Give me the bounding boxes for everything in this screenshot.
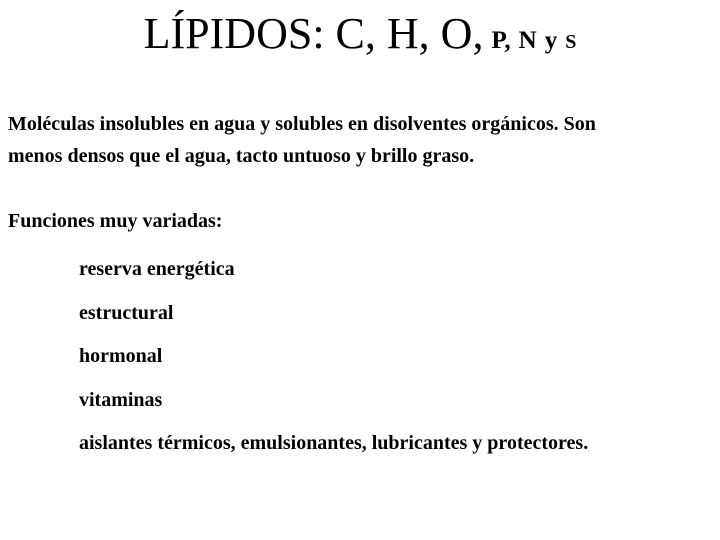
intro-line-2: menos densos que el agua, tacto untuoso y brillo graso. bbox=[8, 145, 475, 167]
slide-title bbox=[0, 9, 720, 58]
intro-line-1: Moléculas insolubles en agua y solubles en disolventes orgánicos. Son bbox=[8, 113, 596, 135]
list-item: reserva energética bbox=[79, 258, 235, 280]
title-p-text: P, bbox=[491, 27, 511, 54]
title-y-text: y bbox=[544, 27, 558, 54]
funciones-list bbox=[79, 254, 588, 472]
list-item: vitaminas bbox=[79, 388, 163, 411]
title-s-text: S bbox=[565, 31, 577, 53]
list-item: hormonal bbox=[79, 345, 163, 367]
funciones-heading: Funciones muy variadas: bbox=[8, 210, 223, 232]
title-main-text: LÍPIDOS: C, H, O, bbox=[143, 9, 484, 58]
list-item: aislantes térmicos, emulsionantes, lubricantes y protectores. bbox=[79, 432, 589, 454]
title-n-text: N bbox=[518, 27, 537, 54]
intro-paragraph bbox=[8, 108, 718, 172]
list-item: estructural bbox=[79, 301, 174, 324]
